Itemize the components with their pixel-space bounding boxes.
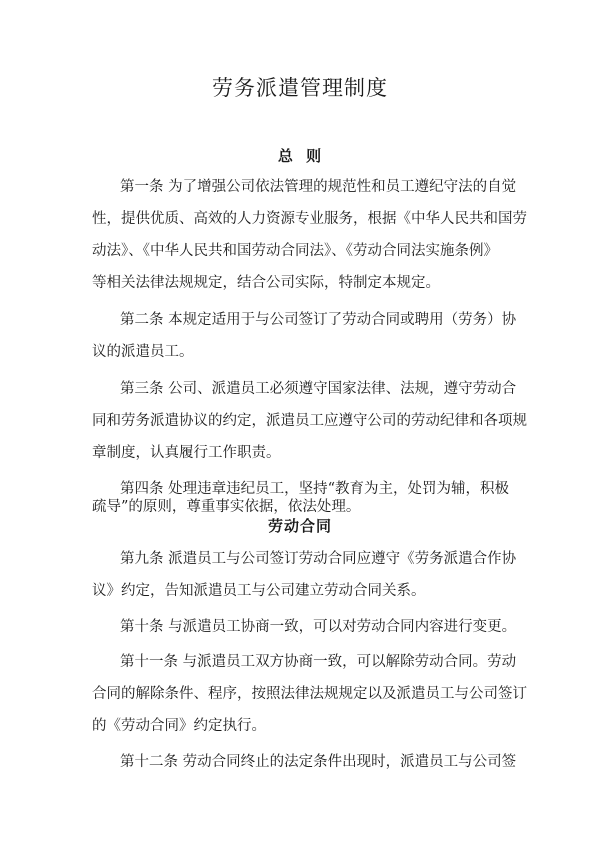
text-line: 的《劳动合同》约定执行。 (92, 718, 266, 734)
text-line: 第二条 本规定适用于与公司签订了劳动合同或聘用（劳务）协 (120, 312, 517, 328)
text-line: 第一条 为了增强公司依法管理的规范性和员工遵纪守法的自觉 (120, 179, 517, 195)
text-line: 等相关法律法规规定，结合公司实际，特制定本规定。 (92, 275, 440, 291)
text-line: 第十一条 与派遣员工双方协商一致，可以解除劳动合同。劳动 (120, 654, 517, 670)
text-line: 动法》、《中华人民共和国劳动合同法》、《劳动合同法实施条例》 (92, 243, 498, 259)
text-line: 性，提供优质、高效的人力资源专业服务，根据《中华人民共和国劳 (92, 211, 527, 227)
text-line: 第十条 与派遣员工协商一致，可以对劳动合同内容进行变更。 (120, 619, 517, 635)
document-title: 劳务派遣管理制度 (212, 76, 388, 100)
text-line: 议的派遣员工。 (92, 344, 194, 360)
text-line: 章制度，认真履行工作职责。 (92, 445, 281, 461)
text-line: 第十二条 劳动合同终止的法定条件出现时，派遣员工与公司签 (120, 754, 517, 770)
text-line: 同和劳务派遣协议的约定，派遣员工应遵守公司的劳动纪律和各项规 (92, 413, 527, 429)
text-line: 合同的解除条件、程序，按照法律法规规定以及派遣员工与公司签订 (92, 686, 527, 702)
text-line: 疏导”的原则，尊重事实依据，依法处理。 (92, 499, 361, 515)
text-line: 第三条 公司、派遣员工必须遵守国家法律、法规，遵守劳动合 (120, 381, 517, 397)
text-line: 第九条 派遣员工与公司签订劳动合同应遵守《劳务派遣合作协 (120, 551, 517, 567)
section-heading-general: 总 则 (277, 147, 323, 165)
text-line: 议》约定，告知派遣员工与公司建立劳动合同关系。 (92, 583, 426, 599)
section-heading-labor-contract: 劳动合同 (267, 517, 332, 535)
text-line: 第四条 处理违章违纪员工，坚持“教育为主，处罚为辅，积极 (120, 481, 510, 497)
